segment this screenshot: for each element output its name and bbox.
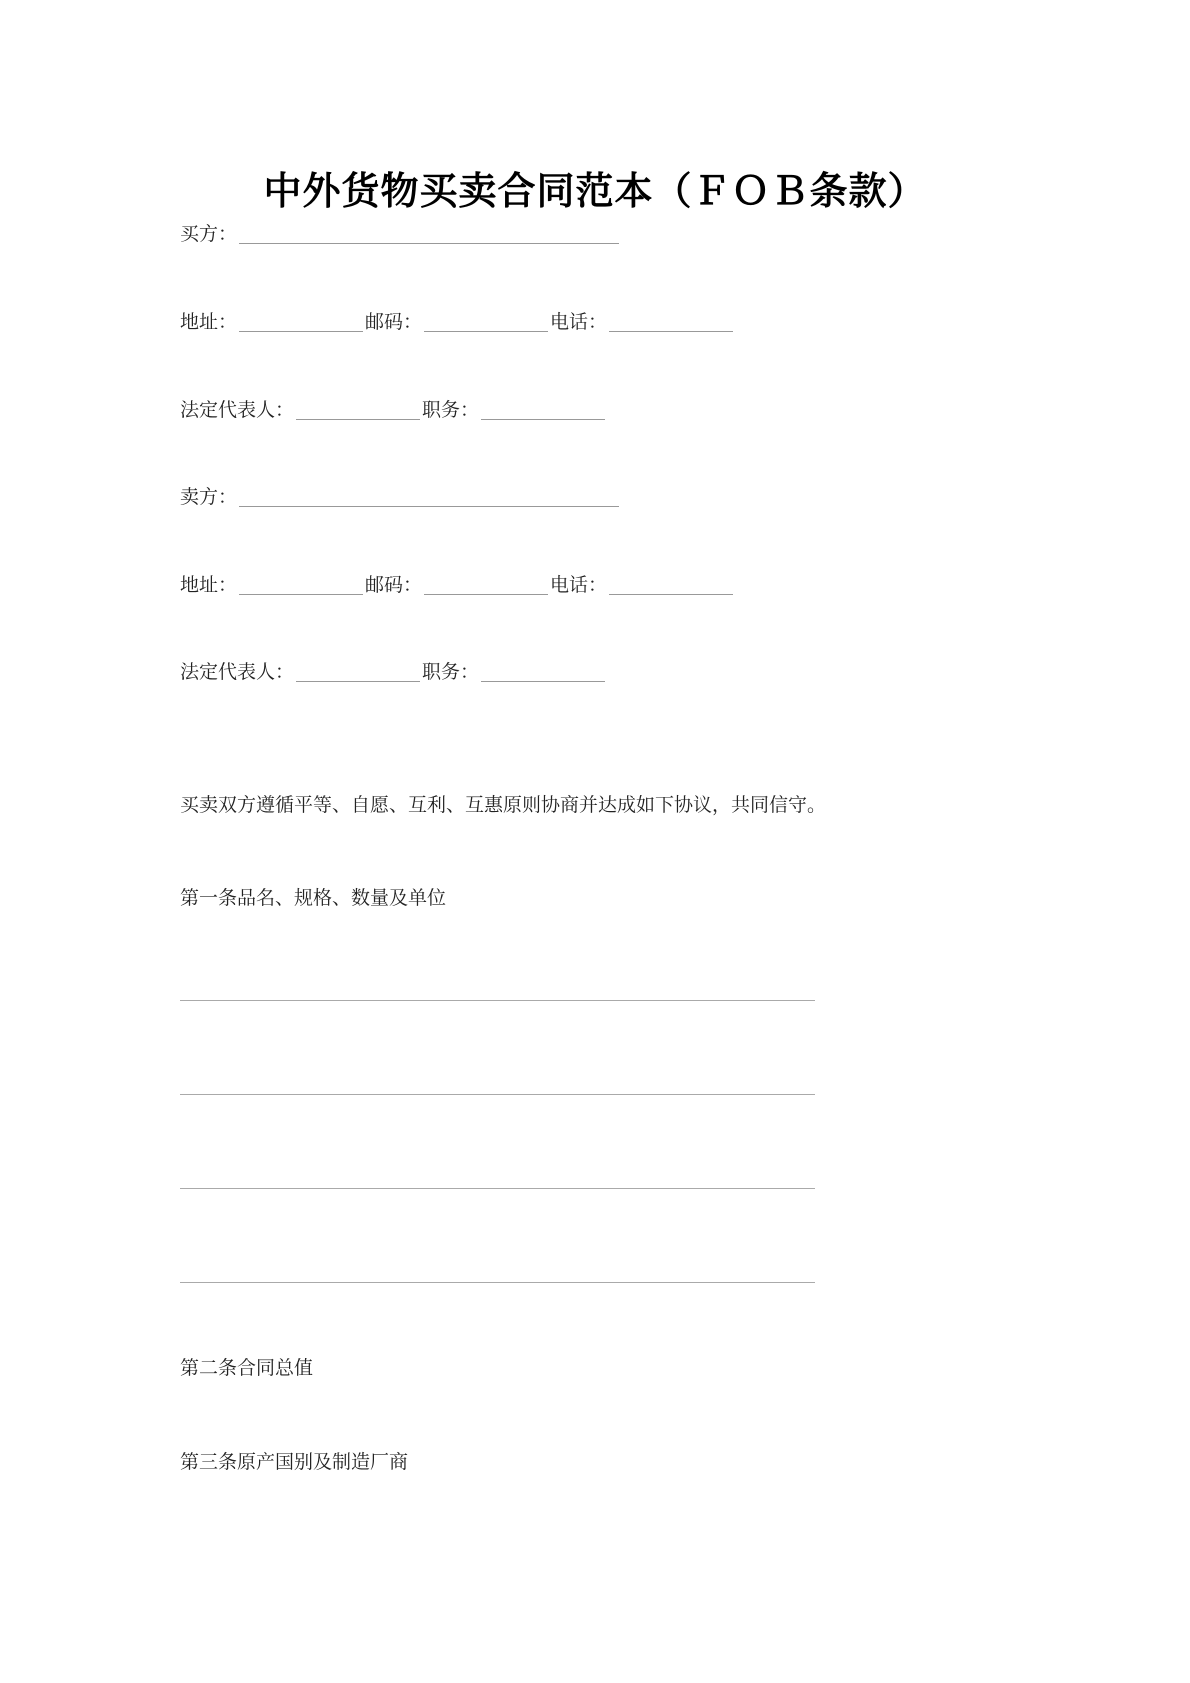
buyer-rep-row [180,398,607,422]
seller-rep-field[interactable] [296,661,420,682]
buyer-label: 买方： [180,223,238,245]
document-title: 中外货物买卖合同范本（ＦＯＢ条款） [263,169,927,213]
buyer-rep-label: 法定代表人： [180,399,295,421]
seller-address-field[interactable] [239,574,363,595]
buyer-address-field[interactable] [239,311,363,332]
article-1-blank-line-4[interactable] [180,1282,815,1283]
seller-label: 卖方： [180,486,238,508]
seller-phone-field[interactable] [609,574,733,595]
seller-position-field[interactable] [481,661,605,682]
seller-name-field[interactable] [239,486,619,507]
seller-zip-label: 邮码： [365,574,423,596]
buyer-phone-label: 电话： [550,311,608,333]
buyer-contact-row [180,310,735,334]
article-1-blank-line-3[interactable] [180,1188,815,1189]
seller-contact-row [180,573,735,597]
seller-rep-label: 法定代表人： [180,661,295,683]
buyer-position-label: 职务： [422,399,480,421]
article-3-heading: 第三条原产国别及制造厂商 [180,1451,409,1473]
seller-phone-label: 电话： [550,574,608,596]
buyer-address-label: 地址： [180,311,238,333]
preamble: 买卖双方遵循平等、自愿、互利、互惠原则协商并达成如下协议，共同信守。 [180,794,827,816]
seller-rep-row [180,660,607,684]
seller-address-label: 地址： [180,574,238,596]
seller-row [180,485,621,509]
buyer-name-field[interactable] [239,223,619,244]
buyer-row [180,222,621,246]
article-1-blank-line-2[interactable] [180,1094,815,1095]
buyer-position-field[interactable] [481,399,605,420]
seller-zip-field[interactable] [424,574,548,595]
article-1-heading: 第一条品名、规格、数量及单位 [180,887,447,909]
seller-position-label: 职务： [422,661,480,683]
article-2-heading: 第二条合同总值 [180,1357,314,1379]
article-1-blank-line-1[interactable] [180,1000,815,1001]
buyer-phone-field[interactable] [609,311,733,332]
buyer-rep-field[interactable] [296,399,420,420]
buyer-zip-label: 邮码： [365,311,423,333]
buyer-zip-field[interactable] [424,311,548,332]
